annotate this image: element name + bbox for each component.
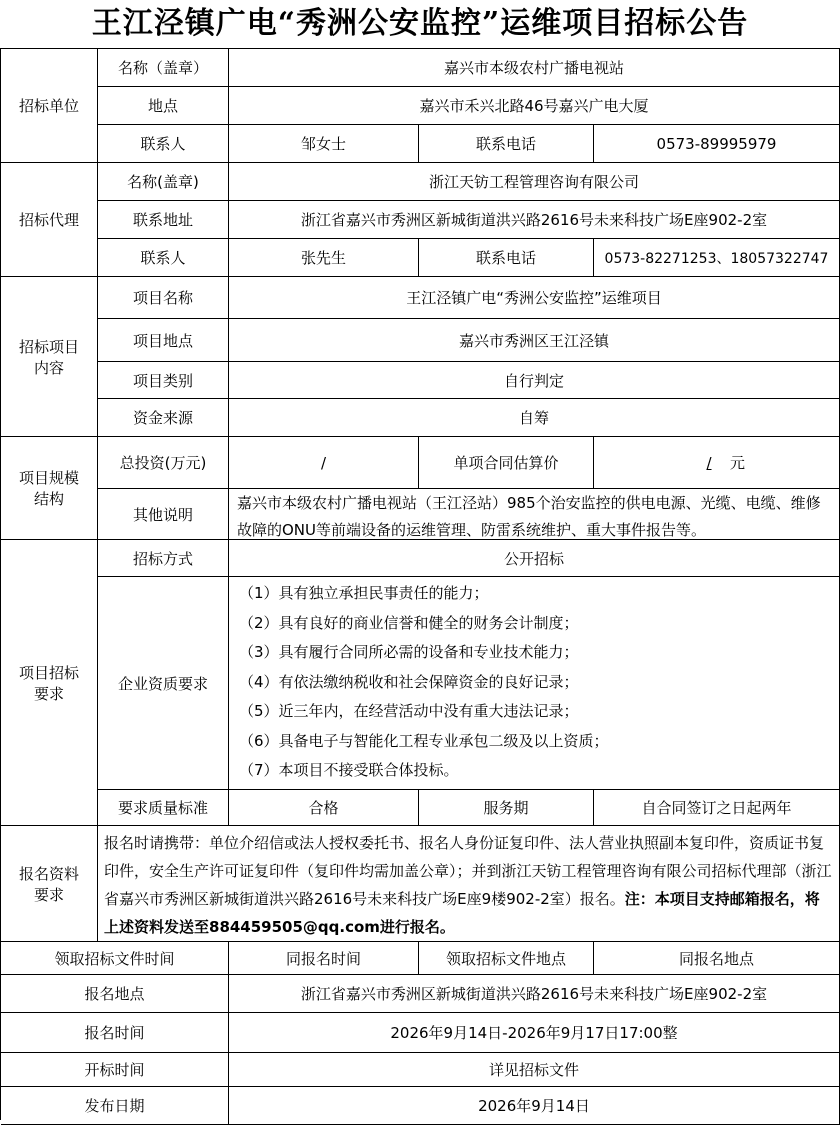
agency-name-label: 名称(盖章)	[98, 163, 229, 201]
service-value: 自合同签订之日起两年	[594, 790, 840, 826]
other-label: 其他说明	[98, 489, 229, 540]
tenderer-contact: 邹女士	[229, 125, 419, 163]
estimate-value	[594, 437, 840, 489]
investment-label: 总投资(万元)	[98, 437, 229, 489]
tenderer-phone: 0573-89995979	[594, 125, 840, 163]
tenderer-contact-label: 联系人	[98, 125, 229, 163]
tenderer-address-label: 地点	[98, 87, 229, 125]
qualification-item: （2）具有良好的商业信誉和健全的财务会计制度；	[239, 613, 579, 632]
qualification-item: （7）本项目不接受联合体投标。	[239, 761, 459, 779]
project-location: 嘉兴市秀洲区王江泾镇	[229, 319, 840, 362]
tenderer-phone-label: 联系电话	[419, 125, 594, 163]
qualification-label: 企业资质要求	[98, 577, 229, 790]
tenderer-name: 嘉兴市本级农村广播电视站	[229, 49, 840, 87]
section-scale: 项目规模结构	[1, 437, 98, 540]
project-name: 王江泾镇广电“秀洲公安监控”运维项目	[229, 277, 840, 319]
tenderer-address: 嘉兴市禾兴北路46号嘉兴广电大厦	[229, 87, 840, 125]
estimate-blank: /	[706, 453, 712, 472]
reg-time-value: 2026年9月14日-2026年9月17日17:00整	[229, 1013, 840, 1053]
qualification-list	[229, 577, 840, 790]
doc-time-label: 领取招标文件时间	[1, 942, 229, 975]
registration-body: 报名时请携带：单位介绍信或法人授权委托书、报名人身份证复印件、法人营业执照副本复印件，资质证书复印件，安全生产许可证复印件（复印件均需加盖公章）；并到浙江天钫工程管理咨询有限公司招标代理部（浙江省嘉兴市秀洲区新城街道洪兴路2616号未来科技广场E座9楼902-2室）报名。	[104, 834, 832, 908]
project-funding: 自筹	[229, 399, 840, 437]
estimate-unit: 元	[729, 454, 745, 472]
quality-value: 合格	[229, 790, 419, 826]
publish-value: 2026年9月14日	[229, 1087, 840, 1125]
project-category-label: 项目类别	[98, 362, 229, 399]
registration-note: 注：本项目支持邮箱报名，将上述资料发送至884459505@qq.com进行报名。	[104, 890, 820, 936]
quality-label: 要求质量标准	[98, 790, 229, 826]
investment-value: /	[229, 437, 419, 489]
reg-place-value: 浙江省嘉兴市秀洲区新城街道洪兴路2616号未来科技广场E座902-2室	[229, 975, 840, 1013]
tenderer-name-label: 名称（盖章）	[98, 49, 229, 87]
project-funding-label: 资金来源	[98, 399, 229, 437]
qualification-item: （6）具备电子与智能化工程专业承包二级及以上资质；	[239, 731, 609, 750]
doc-time-value: 同报名时间	[229, 942, 419, 975]
open-time-label: 开标时间	[1, 1053, 229, 1087]
doc-place-value: 同报名地点	[594, 942, 840, 975]
qualification-item: （4）有依法缴纳税收和社会保障资金的良好记录；	[239, 672, 579, 691]
registration-text	[98, 826, 840, 942]
project-location-label: 项目地点	[98, 319, 229, 362]
section-agency: 招标代理	[1, 163, 98, 277]
method-label: 招标方式	[98, 540, 229, 577]
reg-time-label: 报名时间	[1, 1013, 229, 1053]
section-registration: 报名资料要求	[1, 826, 98, 942]
qualification-item: （3）具有履行合同所必需的设备和专业技术能力；	[239, 643, 579, 661]
agency-contact-label: 联系人	[98, 239, 229, 277]
section-project: 招标项目内容	[1, 277, 98, 437]
other-description: 嘉兴市本级农村广播电视站（王江泾站）985个治安监控的供电电源、光缆、电缆、维修故障的ONU等前端设备的运维管理、防雷系统维护、重大事件报告等。	[229, 489, 840, 540]
qualification-item: （1）具有独立承担民事责任的能力；	[239, 584, 489, 602]
service-label: 服务期	[419, 790, 594, 826]
agency-address-label: 联系地址	[98, 201, 229, 239]
reg-place-label: 报名地点	[1, 975, 229, 1013]
open-time-value: 详见招标文件	[229, 1053, 840, 1087]
agency-name: 浙江天钫工程管理咨询有限公司	[229, 163, 840, 201]
page-title: 王江泾镇广电“秀洲公安监控”运维项目招标公告	[91, 6, 749, 41]
doc-place-label: 领取招标文件地点	[419, 942, 594, 975]
agency-phone-label: 联系电话	[419, 239, 594, 277]
agency-address: 浙江省嘉兴市秀洲区新城街道洪兴路2616号未来科技广场E座902-2室	[229, 201, 840, 239]
agency-phone: 0573-82271253、18057322747	[594, 239, 840, 277]
agency-contact: 张先生	[229, 239, 419, 277]
announcement-table	[0, 48, 840, 1120]
publish-label: 发布日期	[1, 1087, 229, 1125]
project-category: 自行判定	[229, 362, 840, 399]
estimate-label: 单项合同估算价	[419, 437, 594, 489]
project-name-label: 项目名称	[98, 277, 229, 319]
qualification-item: （5）近三年内，在经营活动中没有重大违法记录；	[239, 702, 579, 720]
method-value: 公开招标	[229, 540, 840, 577]
section-requirements: 项目招标要求	[1, 540, 98, 826]
section-tenderer: 招标单位	[1, 49, 98, 163]
